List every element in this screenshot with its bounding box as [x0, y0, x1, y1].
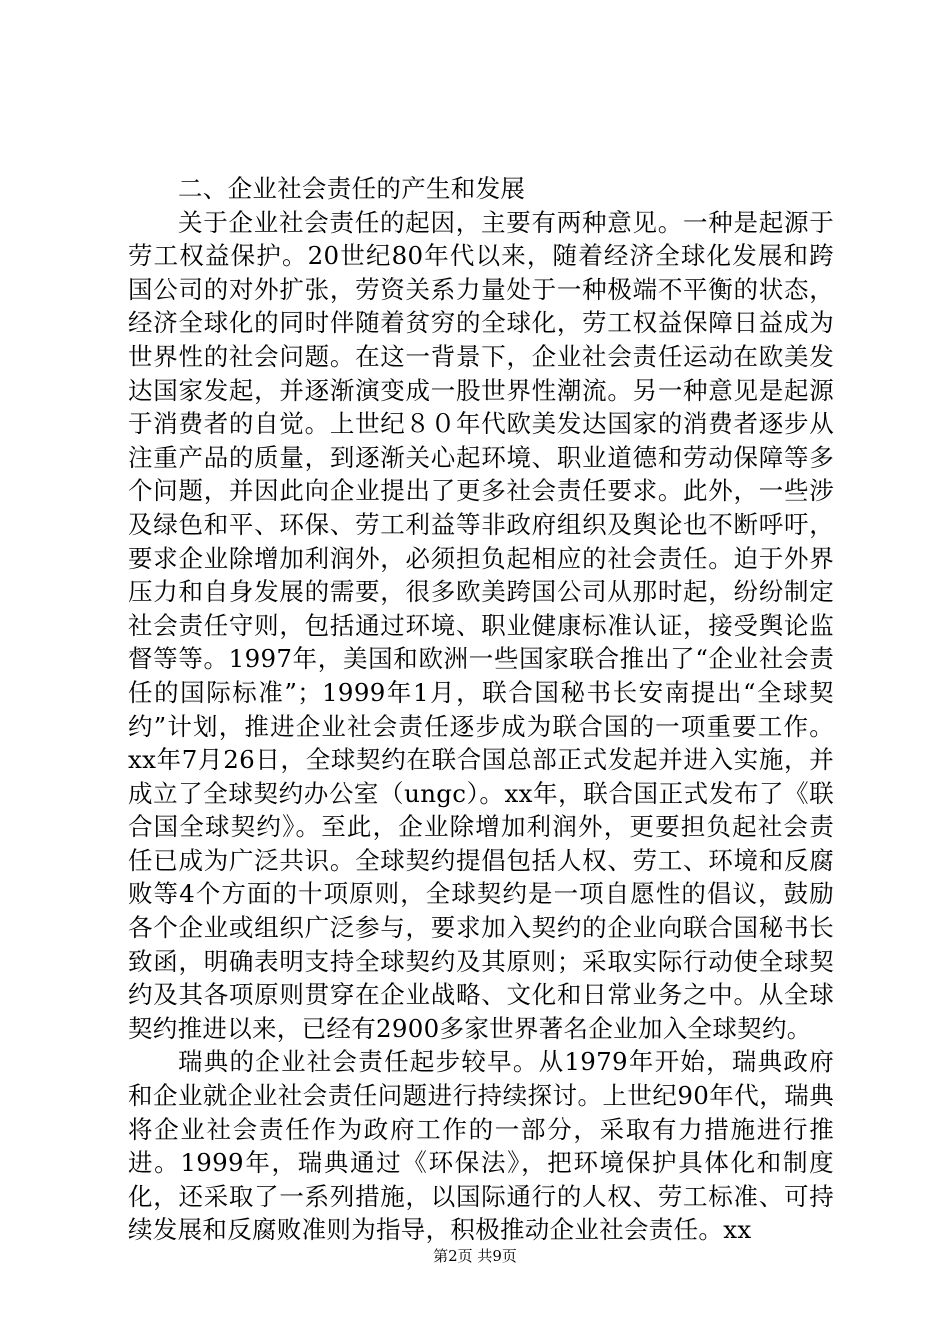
page-number: 第2页 共9页: [433, 1247, 517, 1265]
document-body: [128, 172, 834, 1247]
section-heading: 二、企业社会责任的产生和发展: [178, 174, 526, 203]
paragraph-origin: 关于企业社会责任的起因，主要有两种意见。一种是起源于劳工权益保护。20世纪80年代以来，随着经济全球化发展和跨国公司的对外扩张，劳资关系力量处于一种极端不平衡的状态，经济全球化的同时伴随着贫穷的全球化，劳工权益保障日益成为世界性的社会问题。在这一背景下，企业社会责任运动在欧美发达国家发起，并逐渐演变成一股世界性潮流。另一种意见是起源于消费者的自觉。上世纪８０年代欧美发达国家的消费者逐步从注重产品的质量，到逐渐关心起环境、职业道德和劳动保障等多个问题，并因此向企业提出了更多社会责任要求。此外，一些涉及绿色和平、环保、劳工利益等非政府组织及舆论也不断呼吁，要求企业除增加利润外，必须担负起相应的社会责任。迫于外界压力和自身发展的需要，很多欧美跨国公司从那时起，纷纷制定社会责任守则，包括通过环境、职业健康标准认证，接受舆论监督等等。1997年，美国和欧洲一些国家联合推出了“企业社会责任的国际标准”；1999年1月，联合国秘书长安南提出“全球契约”计划，推进企业社会责任逐步成为联合国的一项重要工作。xx年7月26日，全球契约在联合国总部正式发起并进入实施，并成立了全球契约办公室（ungc）。xx年，联合国正式发布了《联合国全球契约》。至此，企业除增加利润外，更要担负起社会责任已成为广泛共识。全球契约提倡包括人权、劳工、环境和反腐败等4个方面的十项原则，全球契约是一项自愿性的倡议，鼓励各个企业或组织广泛参与，要求加入契约的企业向联合国秘书长致函，明确表明支持全球契约及其原则；采取实际行动使全球契约及其各项原则贯穿在企业战略、文化和日常业务之中。从全球契约推进以来，已经有2900多家世界著名企业加入全球契约。: [128, 207, 835, 1043]
paragraph-sweden: 瑞典的企业社会责任起步较早。从1979年开始，瑞典政府和企业就企业社会责任问题进行持续探讨。上世纪90年代，瑞典将企业社会责任作为政府工作的一部分，采取有力措施进行推进。1999年，瑞典通过《环保法》，把环境保护具体化和制度化，还采取了一系列措施，以国际通行的人权、劳工标准、可持续发展和反腐败准则为指导，积极推动企业社会责任。xx: [128, 1047, 834, 1245]
